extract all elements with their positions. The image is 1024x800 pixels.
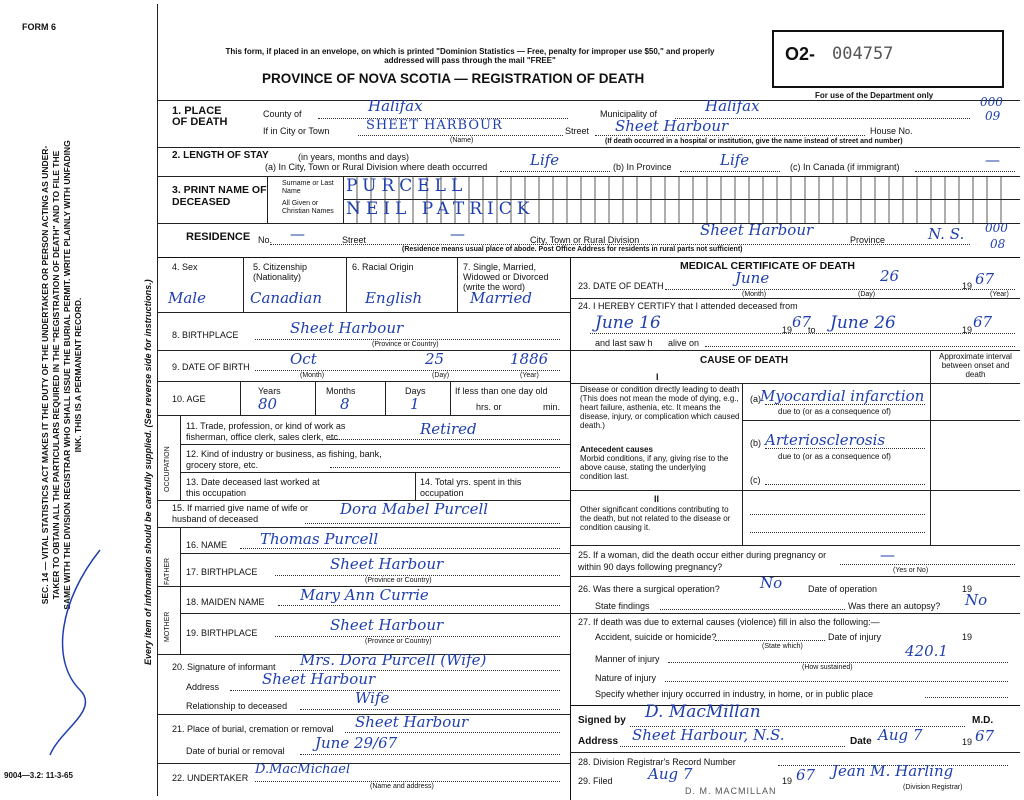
res-street-label: Street xyxy=(342,235,367,245)
side-note: SEC. 14 — VITAL STATISTICS ACT MAKES IT THE DUTY OF THE UNDERTAKER OR PERSON ACTING AS UNDER-TAKER TO OBTAIN ALL THE PARTICULARS REQUIRED IN THE "REGISTRATION OF DEATH" AND TO FILE THE SAME WITH THE DIVISION REGISTRAR WHO SHALL ISSUE THE BURIAL PERMIT. WRITE PLAINLY WITH UNFADING INK. THIS IS A PERMANENT RECORD. xyxy=(40,140,83,610)
directly-label: Disease or condition directly leading to death (This does not mean the mode of dying, e.g., heart failure, asthenia, etc. It means the disease, injury, or complication which caused death.) xyxy=(580,385,740,430)
roman-2: II xyxy=(654,494,660,504)
mother-maiden: Mary Ann Currie xyxy=(300,586,429,604)
sex-label: 4. Sex xyxy=(172,262,198,272)
op-date-label: Date of operation xyxy=(808,584,878,594)
less-than-day: If less than one day old xyxy=(455,386,548,396)
father-bp: Sheet Harbour xyxy=(330,555,444,573)
municipality-value: Halifax xyxy=(705,97,760,115)
rule xyxy=(450,381,451,415)
nature-label: Nature of injury xyxy=(595,673,657,683)
rule xyxy=(765,484,925,485)
rule xyxy=(180,415,181,500)
rule xyxy=(925,697,1008,698)
age-months: 8 xyxy=(340,395,350,413)
filed-year: 67 xyxy=(796,766,816,784)
rule xyxy=(180,553,570,554)
state-which-sub: (State which) xyxy=(762,643,803,650)
given-label: All Given or Christian Names xyxy=(282,200,334,215)
death-month: June xyxy=(735,269,770,287)
q21-label: 21. Place of burial, cremation or removal xyxy=(172,724,334,734)
occ12-label: 12. Kind of industry or business, as fishing, bank, grocery store, etc. xyxy=(186,449,382,470)
county-label: County of xyxy=(263,109,302,119)
dob-year: 1886 xyxy=(510,350,549,368)
rule xyxy=(595,135,865,136)
rule xyxy=(930,350,931,545)
rule xyxy=(158,763,570,764)
rule xyxy=(590,333,1015,334)
q27-label: 27. If death was due to external causes (violence) fill in also the following:— xyxy=(578,617,880,627)
injury-date-label: Date of injury xyxy=(828,632,882,642)
spouse-value: Dora Mabel Purcell xyxy=(340,500,489,518)
cause-title: CAUSE OF DEATH xyxy=(700,355,789,366)
q16-label: 16. NAME xyxy=(186,540,228,550)
street-value: Sheet Harbour xyxy=(615,117,729,135)
rule xyxy=(570,383,1020,384)
yes-no-sub: (Yes or No) xyxy=(893,567,929,574)
rule xyxy=(158,257,1020,258)
q15-label: 15. If married give name of wife or husband of deceased xyxy=(172,503,309,524)
age-days: 1 xyxy=(410,395,420,413)
res-code-1: 000 xyxy=(985,221,1008,235)
burial-date-value: June 29/67 xyxy=(315,734,398,752)
rule xyxy=(270,244,970,245)
signed-label: Signed by xyxy=(578,715,626,726)
age-years: 80 xyxy=(258,395,278,413)
autopsy-label: Was there an autopsy? xyxy=(848,601,941,611)
antecedent-label: Antecedent causes xyxy=(580,445,653,454)
q29-label: 29. Filed xyxy=(578,776,613,786)
rule xyxy=(385,381,386,415)
dob-year-sub: (Year) xyxy=(520,372,539,379)
addr-label: Address xyxy=(578,736,619,747)
city-town-label: If in City or Town xyxy=(263,126,330,136)
rule xyxy=(240,548,560,549)
side-note-2: Every item of information should be carefully supplied. (See reverse side for instructions.) xyxy=(143,279,153,665)
death-month-sub: (Month) xyxy=(742,291,767,298)
rule xyxy=(255,370,560,371)
print-name-label: 3. PRINT NAME OF DECEASED xyxy=(172,184,267,208)
mother-bp-sub: (Province or Country) xyxy=(365,638,432,645)
rule xyxy=(570,752,1020,753)
footer-code: 9004—3.2: 11-3-65 xyxy=(4,771,73,780)
injury-19: 19 xyxy=(962,632,973,642)
father-bp-sub: (Province or Country) xyxy=(365,577,432,584)
relationship-value: Wife xyxy=(355,689,390,707)
q23-label: 23. DATE OF DEATH xyxy=(578,281,664,291)
death-19: 19 xyxy=(962,281,973,291)
pregnancy-value: — xyxy=(880,546,895,564)
dob-day-sub: (Day) xyxy=(432,372,450,379)
county-value: Halifax xyxy=(368,97,423,115)
medical-title: MEDICAL CERTIFICATE OF DEATH xyxy=(680,260,855,272)
stay-c-value: — xyxy=(985,151,1000,169)
reg-number: 004757 xyxy=(832,44,894,64)
citizenship-label: 5. Citizenship (Nationality) xyxy=(253,262,308,282)
birthplace-label: 8. BIRTHPLACE xyxy=(172,330,239,340)
residence-note: (Residence means usual place of abode. Post Office Address for residents in rural parts not sufficient) xyxy=(402,246,743,253)
rule xyxy=(665,681,1008,682)
name-sub: (Name) xyxy=(450,137,474,144)
death-year: 67 xyxy=(975,270,995,288)
dept-code-1: 000 xyxy=(980,95,1003,109)
rule xyxy=(158,415,570,416)
op-19: 19 xyxy=(962,584,973,594)
margin-scribble xyxy=(40,540,120,760)
q28-label: 28. Division Registrar's Record Number xyxy=(578,757,736,767)
rule xyxy=(715,640,825,641)
cause-c-marker: (c) xyxy=(750,475,761,485)
rule xyxy=(742,420,1020,421)
rule xyxy=(570,705,1020,706)
md-label: M.D. xyxy=(972,715,994,726)
rule xyxy=(750,514,925,515)
months-label: Months xyxy=(326,386,356,396)
relationship-label: Relationship to deceased xyxy=(186,701,288,711)
div-registrar-sub: (Division Registrar) xyxy=(903,784,963,791)
state-findings-label: State findings xyxy=(595,601,650,611)
surgery-value: No xyxy=(760,574,783,592)
registrar-signature: Jean M. Harling xyxy=(832,762,954,780)
rule xyxy=(230,690,560,691)
rule xyxy=(330,439,560,440)
manner-label: Manner of injury xyxy=(595,654,660,664)
rule xyxy=(570,350,1020,351)
rule xyxy=(330,467,560,468)
res-city-value: Sheet Harbour xyxy=(700,221,814,239)
q25-label: 25. If a woman, did the death occur either during pregnancy or within 90 days following pregnancy? xyxy=(578,550,827,572)
last-saw-label: and last saw h xyxy=(595,338,653,348)
informant-addr: Sheet Harbour xyxy=(262,670,376,688)
rule xyxy=(345,732,560,733)
rule xyxy=(346,257,347,312)
rule xyxy=(275,575,560,576)
attended-from-year: 67 xyxy=(792,313,812,331)
rule xyxy=(570,490,1020,491)
marital-label: 7. Single, Married, Widowed or Divorced (write the word) xyxy=(463,262,549,292)
q20-label: 20. Signature of informant xyxy=(172,662,276,672)
res-no-label: No. xyxy=(258,235,273,245)
rule xyxy=(570,576,1020,577)
filed-19: 19 xyxy=(782,776,793,786)
marital-value: Married xyxy=(470,289,532,307)
dob-month: Oct xyxy=(290,350,317,368)
father-name: Thomas Purcell xyxy=(260,530,379,548)
rule xyxy=(180,586,181,654)
rule xyxy=(742,383,743,545)
attended-to-year: 67 xyxy=(973,313,993,331)
rule xyxy=(620,746,845,747)
stay-a-value: Life xyxy=(530,151,560,169)
rule xyxy=(240,381,241,415)
rule xyxy=(750,532,925,533)
undertaker-sub: (Name and address) xyxy=(370,783,434,790)
q19-label: 19. BIRTHPLACE xyxy=(186,628,258,638)
att-from-19: 19 xyxy=(782,325,793,335)
rule xyxy=(300,754,560,755)
res-code-2: 08 xyxy=(990,237,1006,251)
alive-on-label: alive on xyxy=(668,338,700,348)
rule xyxy=(243,257,244,312)
sex-value: Male xyxy=(168,289,206,307)
left-margin-line xyxy=(157,4,158,796)
occ14-label: 14. Total yrs. spent in this occupation xyxy=(420,477,522,498)
occ13-label: 13. Date deceased last worked at this occupation xyxy=(186,477,320,498)
injury-code: 420.1 xyxy=(905,642,948,660)
residence-label: RESIDENCE xyxy=(186,231,251,243)
rule xyxy=(415,472,416,500)
age-label: 10. AGE xyxy=(172,394,206,404)
accident-label: Accident, suicide or homicide? xyxy=(595,632,717,642)
place-of-death-label: 1. PLACE OF DEATH xyxy=(172,105,228,128)
res-no-value: — xyxy=(290,225,305,243)
rule xyxy=(180,472,570,473)
hospital-note: (If death occurred in a hospital or institution, give the name instead of street and number) xyxy=(605,138,903,145)
cause-a-value: Myocardial infarction xyxy=(760,387,925,405)
att-to-19: 19 xyxy=(962,325,973,335)
form-title: PROVINCE OF NOVA SCOTIA — REGISTRATION OF DEATH xyxy=(262,71,645,86)
mother-vertical: MOTHER xyxy=(164,611,171,642)
rule xyxy=(680,171,780,172)
interval-label: Approximate interval between onset and death xyxy=(939,352,1012,379)
attended-from: June 16 xyxy=(595,313,661,333)
rule xyxy=(305,523,560,524)
burial-date-label: Date of burial or removal xyxy=(186,746,285,756)
rule xyxy=(457,257,458,312)
q17-label: 17. BIRTHPLACE xyxy=(186,567,258,577)
occ11-value: Retired xyxy=(420,420,477,438)
rule xyxy=(570,257,571,800)
other-sig-label: Other significant conditions contributing to the death, but not related to the disease or condition causing it. xyxy=(580,505,731,532)
rule xyxy=(180,613,570,614)
res-city-label: City, Town or Rural Division xyxy=(530,235,640,245)
dept-use-label: For use of the Department only xyxy=(815,91,934,100)
rule xyxy=(300,709,560,710)
rule xyxy=(278,605,560,606)
rule xyxy=(765,448,925,449)
q18-label: 18. MAIDEN NAME xyxy=(186,597,265,607)
given-value: NEIL PATRICK xyxy=(346,199,535,219)
rule xyxy=(570,298,1020,299)
dept-code-2: 09 xyxy=(985,109,1001,123)
rule xyxy=(570,613,1020,614)
date-label: Date xyxy=(850,736,872,747)
rule xyxy=(705,346,1015,347)
attended-to: June 26 xyxy=(830,313,896,333)
rule xyxy=(158,312,570,313)
mother-bp: Sheet Harbour xyxy=(330,616,444,634)
form-number: FORM 6 xyxy=(22,22,57,32)
rule xyxy=(840,564,1015,565)
racial-value: English xyxy=(365,289,423,307)
reg-prefix: O2- xyxy=(785,44,816,64)
stay-b-value: Life xyxy=(720,151,750,169)
occ11-label: 11. Trade, profession, or kind of work as fisherman, office clerk, sales clerk, etc. xyxy=(186,421,346,442)
res-province-value: N. S. xyxy=(928,225,965,243)
death-day: 26 xyxy=(880,267,900,285)
rule xyxy=(158,100,1020,101)
filed-value: Aug 7 xyxy=(648,765,693,783)
death-year-sub: (Year) xyxy=(990,291,1009,298)
rule xyxy=(158,381,570,382)
surname-label: Surname or Last Name xyxy=(282,180,334,195)
rule xyxy=(358,135,563,136)
rule xyxy=(158,350,570,351)
rule xyxy=(915,171,1015,172)
citizenship-value: Canadian xyxy=(250,289,323,307)
antecedent-note: Morbid conditions, if any, giving rise to the above cause, stating the underlying condition last. xyxy=(580,454,729,481)
address-label: Address xyxy=(186,682,220,692)
sign-year: 67 xyxy=(975,727,995,745)
rule xyxy=(570,545,1020,546)
birthplace-value: Sheet Harbour xyxy=(290,319,404,337)
signer-addr: Sheet Harbour, N.S. xyxy=(632,726,785,744)
stay-a-label: (a) In City, Town or Rural Division where death occurred xyxy=(265,162,488,172)
q26-label: 26. Was there a surgical operation? xyxy=(578,584,720,594)
sign-19: 19 xyxy=(962,737,973,747)
dob-month-sub: (Month) xyxy=(300,372,325,379)
days-label: Days xyxy=(405,386,426,396)
stay-b-label: (b) In Province xyxy=(613,162,672,172)
rule xyxy=(660,609,845,610)
death-day-sub: (Day) xyxy=(858,291,876,298)
house-no-label: House No. xyxy=(870,126,913,136)
rule xyxy=(267,176,268,223)
q24-label: 24. I HEREBY CERTIFY that I attended deceased from xyxy=(578,301,798,311)
autopsy-value: No xyxy=(965,591,988,609)
cause-b-value: Arteriosclerosis xyxy=(765,431,886,449)
years-label: Years xyxy=(258,386,281,396)
rule xyxy=(500,171,610,172)
rule xyxy=(255,781,560,782)
res-street-value: — xyxy=(450,225,465,243)
rule xyxy=(765,404,925,405)
rule xyxy=(180,444,570,445)
to-label: to xyxy=(808,325,816,335)
rule xyxy=(668,662,1008,663)
stay-units: (in years, months and days) xyxy=(298,152,410,162)
city-value: SHEET HARBOUR xyxy=(366,118,503,133)
surname-value: PURCELL xyxy=(346,176,468,196)
cause-b-marker: (b) xyxy=(750,438,761,448)
rule xyxy=(158,147,1020,148)
birthplace-sub: (Province or Country) xyxy=(372,341,439,348)
dob-label: 9. DATE OF BIRTH xyxy=(172,362,250,372)
occupation-vertical: OCCUPATION xyxy=(164,446,171,492)
signed-by-value: D. MacMillan xyxy=(645,702,761,722)
sign-date: Aug 7 xyxy=(878,726,923,744)
specify-label: Specify whether injury occurred in industry, in home, or in public place xyxy=(595,689,873,699)
mail-notice: This form, if placed in an envelope, on which is printed "Dominion Statistics — Free, penalty for improper use $50," and properly addressed will pass through the mail "FREE" xyxy=(225,47,715,65)
q22-label: 22. UNDERTAKER xyxy=(172,773,249,783)
cause-a-marker: (a) xyxy=(750,394,761,404)
rule xyxy=(158,527,570,528)
length-stay-label: 2. LENGTH OF STAY xyxy=(172,150,269,161)
rule xyxy=(315,381,316,415)
burial-place: Sheet Harbour xyxy=(355,713,469,731)
stamp-text: D. M. MACMILLAN xyxy=(685,786,777,796)
how-sub: (How sustained) xyxy=(802,664,853,671)
rule xyxy=(275,636,560,637)
father-vertical: FATHER xyxy=(164,557,171,585)
undertaker-value: D.MacMichael xyxy=(255,762,351,777)
cause-b-due: due to (or as a consequence of) xyxy=(778,452,891,461)
res-province-label: Province xyxy=(850,235,886,245)
racial-label: 6. Racial Origin xyxy=(352,262,414,272)
street-label: Street xyxy=(565,126,590,136)
stay-c-label: (c) In Canada (if immigrant) xyxy=(790,162,900,172)
municipality-label: Municipality of xyxy=(600,109,658,119)
rule xyxy=(255,339,560,340)
cause-a-due: due to (or as a consequence of) xyxy=(778,407,891,416)
informant-value: Mrs. Dora Purcell (Wife) xyxy=(300,651,487,669)
roman-1: I xyxy=(656,372,659,382)
hrs-label: hrs. or xyxy=(476,402,502,412)
dob-day: 25 xyxy=(425,350,445,368)
min-label: min. xyxy=(543,402,561,412)
